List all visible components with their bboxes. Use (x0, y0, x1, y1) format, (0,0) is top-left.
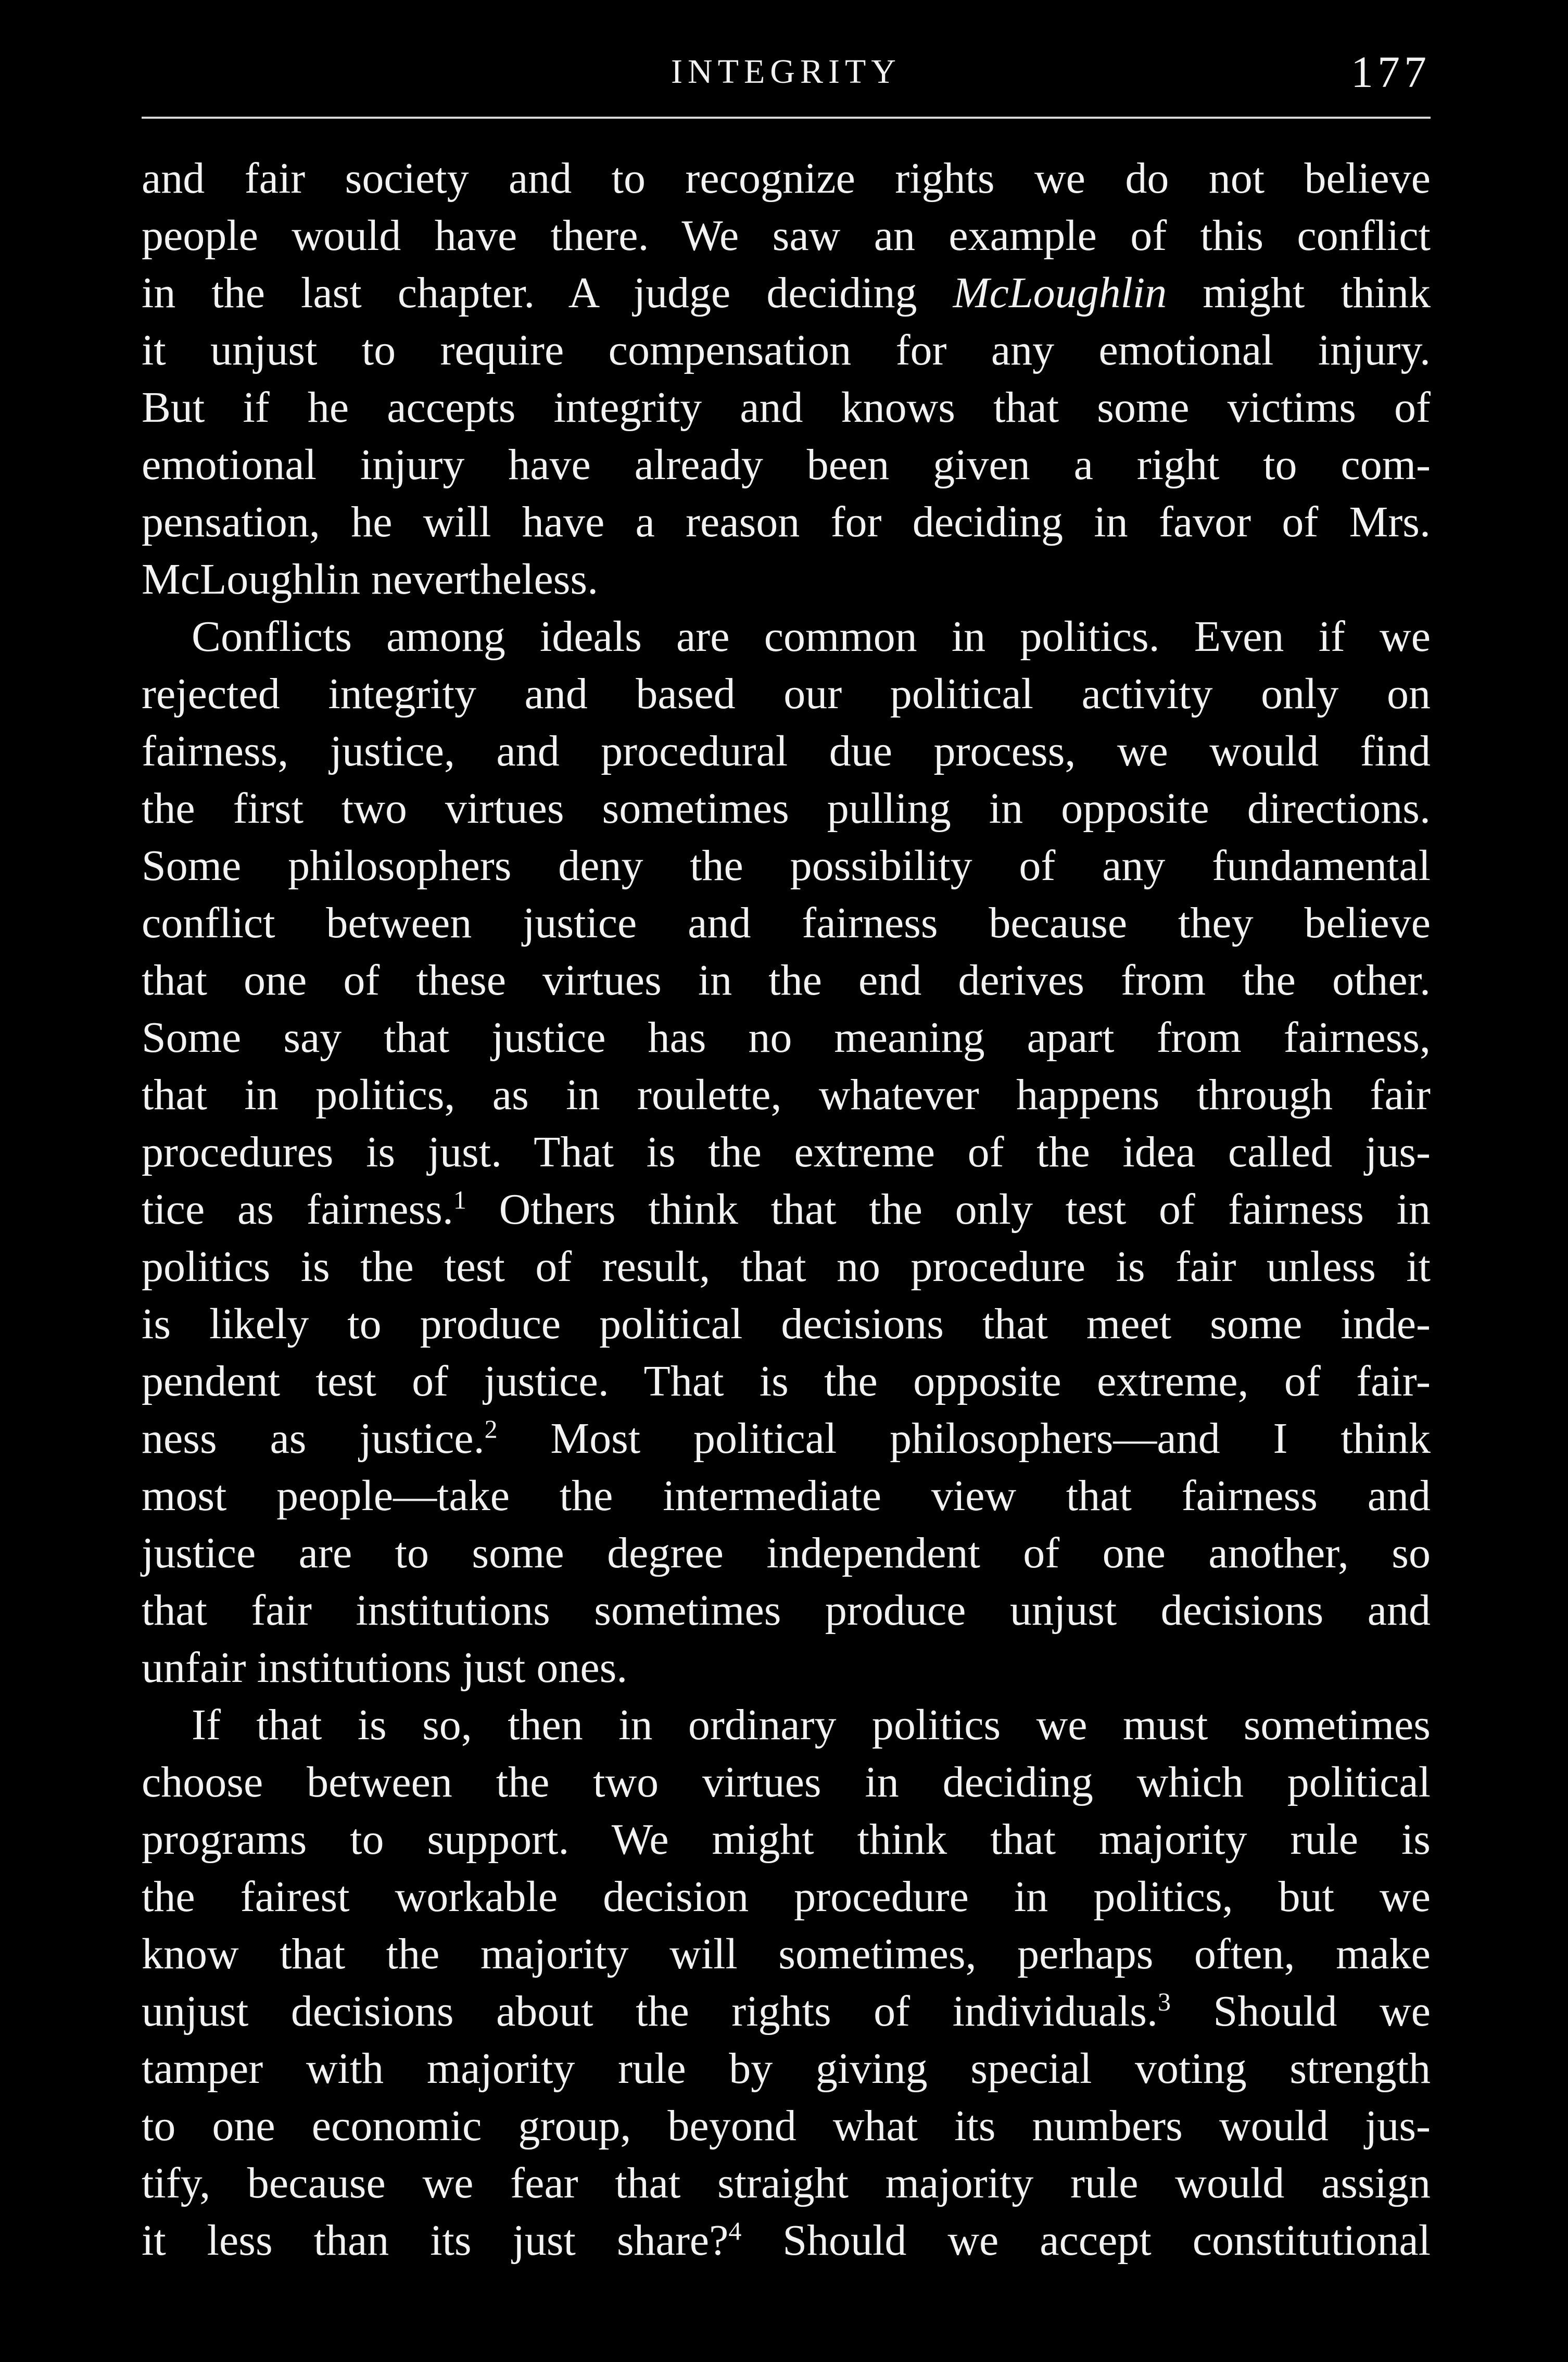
text-line: tify, because we fear that straight majority rule would assign (142, 2159, 1431, 2207)
text-line: that fair institutions sometimes produce unjust decisions and (142, 1586, 1431, 1635)
text-line: emotional injury have already been given a right to com- (142, 441, 1431, 489)
text-line: justice are to some degree independent of one another, so (142, 1529, 1431, 1577)
body-text (142, 150, 1431, 2269)
text-line: unfair institutions just ones. (142, 1643, 628, 1692)
running-head (142, 46, 1431, 114)
footnote-marker[interactable]: 3 (1157, 1987, 1171, 2016)
text-line: tamper with majority rule by giving special voting strength (142, 2044, 1431, 2093)
text-line: rejected integrity and based our political activity only on (142, 670, 1431, 718)
text-line: pensation, he will have a reason for deciding in favor of Mrs. (142, 498, 1431, 546)
footnote-marker[interactable]: 1 (453, 1185, 466, 1214)
text-line: Conflicts among ideals are common in politics. Even if we (192, 612, 1431, 661)
case-name: McLoughlin (953, 269, 1167, 317)
text-line: But if he accepts integrity and knows that some victims of (142, 383, 1431, 432)
text-line: it less than its just share?$^4$ Should we accept constitutional (142, 2216, 1431, 2265)
text-line: people would have there. We saw an example of this conflict (142, 211, 1431, 260)
text-line: that in politics, as in roulette, whatever happens through fair (142, 1071, 1431, 1119)
text-line: If that is so, then in ordinary politics we must sometimes (192, 1701, 1431, 1749)
text-line: programs to support. We might think that majority rule is (142, 1815, 1431, 1864)
text-line: pendent test of justice. That is the opposite extreme, of fair- (142, 1357, 1431, 1405)
text-line: McLoughlin nevertheless. (142, 555, 599, 604)
footnote-marker[interactable]: 2 (484, 1414, 498, 1443)
text-line: the first two virtues sometimes pulling in opposite directions. (142, 784, 1431, 833)
text-line: that one of these virtues in the end derives from the other. (142, 956, 1431, 1004)
text-line: politics is the test of result, that no procedure is fair unless it (142, 1242, 1431, 1291)
text-line: Some say that justice has no meaning apart from fairness, (142, 1013, 1431, 1062)
text-line: choose between the two virtues in deciding which political (142, 1758, 1431, 1806)
text-line: fairness, justice, and procedural due process, we would find (142, 727, 1431, 775)
text-line: is likely to produce political decisions that meet some inde- (142, 1300, 1431, 1348)
footnote-marker[interactable]: 4 (728, 2216, 742, 2245)
text-line: the fairest workable decision procedure in politics, but we (142, 1873, 1431, 1921)
text-line: know that the majority will sometimes, perhaps often, make (142, 1930, 1431, 1978)
header-rule (142, 117, 1431, 119)
text-line: in the last chapter. A judge deciding McLoughlin might think (142, 269, 1431, 317)
text-line: ness as justice.$^2$ Most political philosophers—and I think (142, 1414, 1431, 1463)
text-line: and fair society and to recognize rights we do not believe (142, 154, 1431, 203)
text-line: it unjust to require compensation for any emotional injury. (142, 326, 1431, 374)
text-line: unjust decisions about the rights of individuals.$^3$ Should we (142, 1987, 1431, 2036)
page-number: 177 (1351, 47, 1431, 97)
text-line: to one economic group, beyond what its numbers would jus- (142, 2102, 1431, 2150)
text-line: procedures is just. That is the extreme of the idea called jus- (142, 1128, 1431, 1176)
text-line: Some philosophers deny the possibility of any fundamental (142, 841, 1431, 890)
text-line: most people—take the intermediate view that fairness and (142, 1472, 1431, 1520)
text-line: tice as fairness.$^1$ Others think that the only test of fairness in (142, 1185, 1431, 1234)
chapter-title: INTEGRITY (671, 53, 901, 91)
text-line: conflict between justice and fairness because they believe (142, 899, 1431, 947)
